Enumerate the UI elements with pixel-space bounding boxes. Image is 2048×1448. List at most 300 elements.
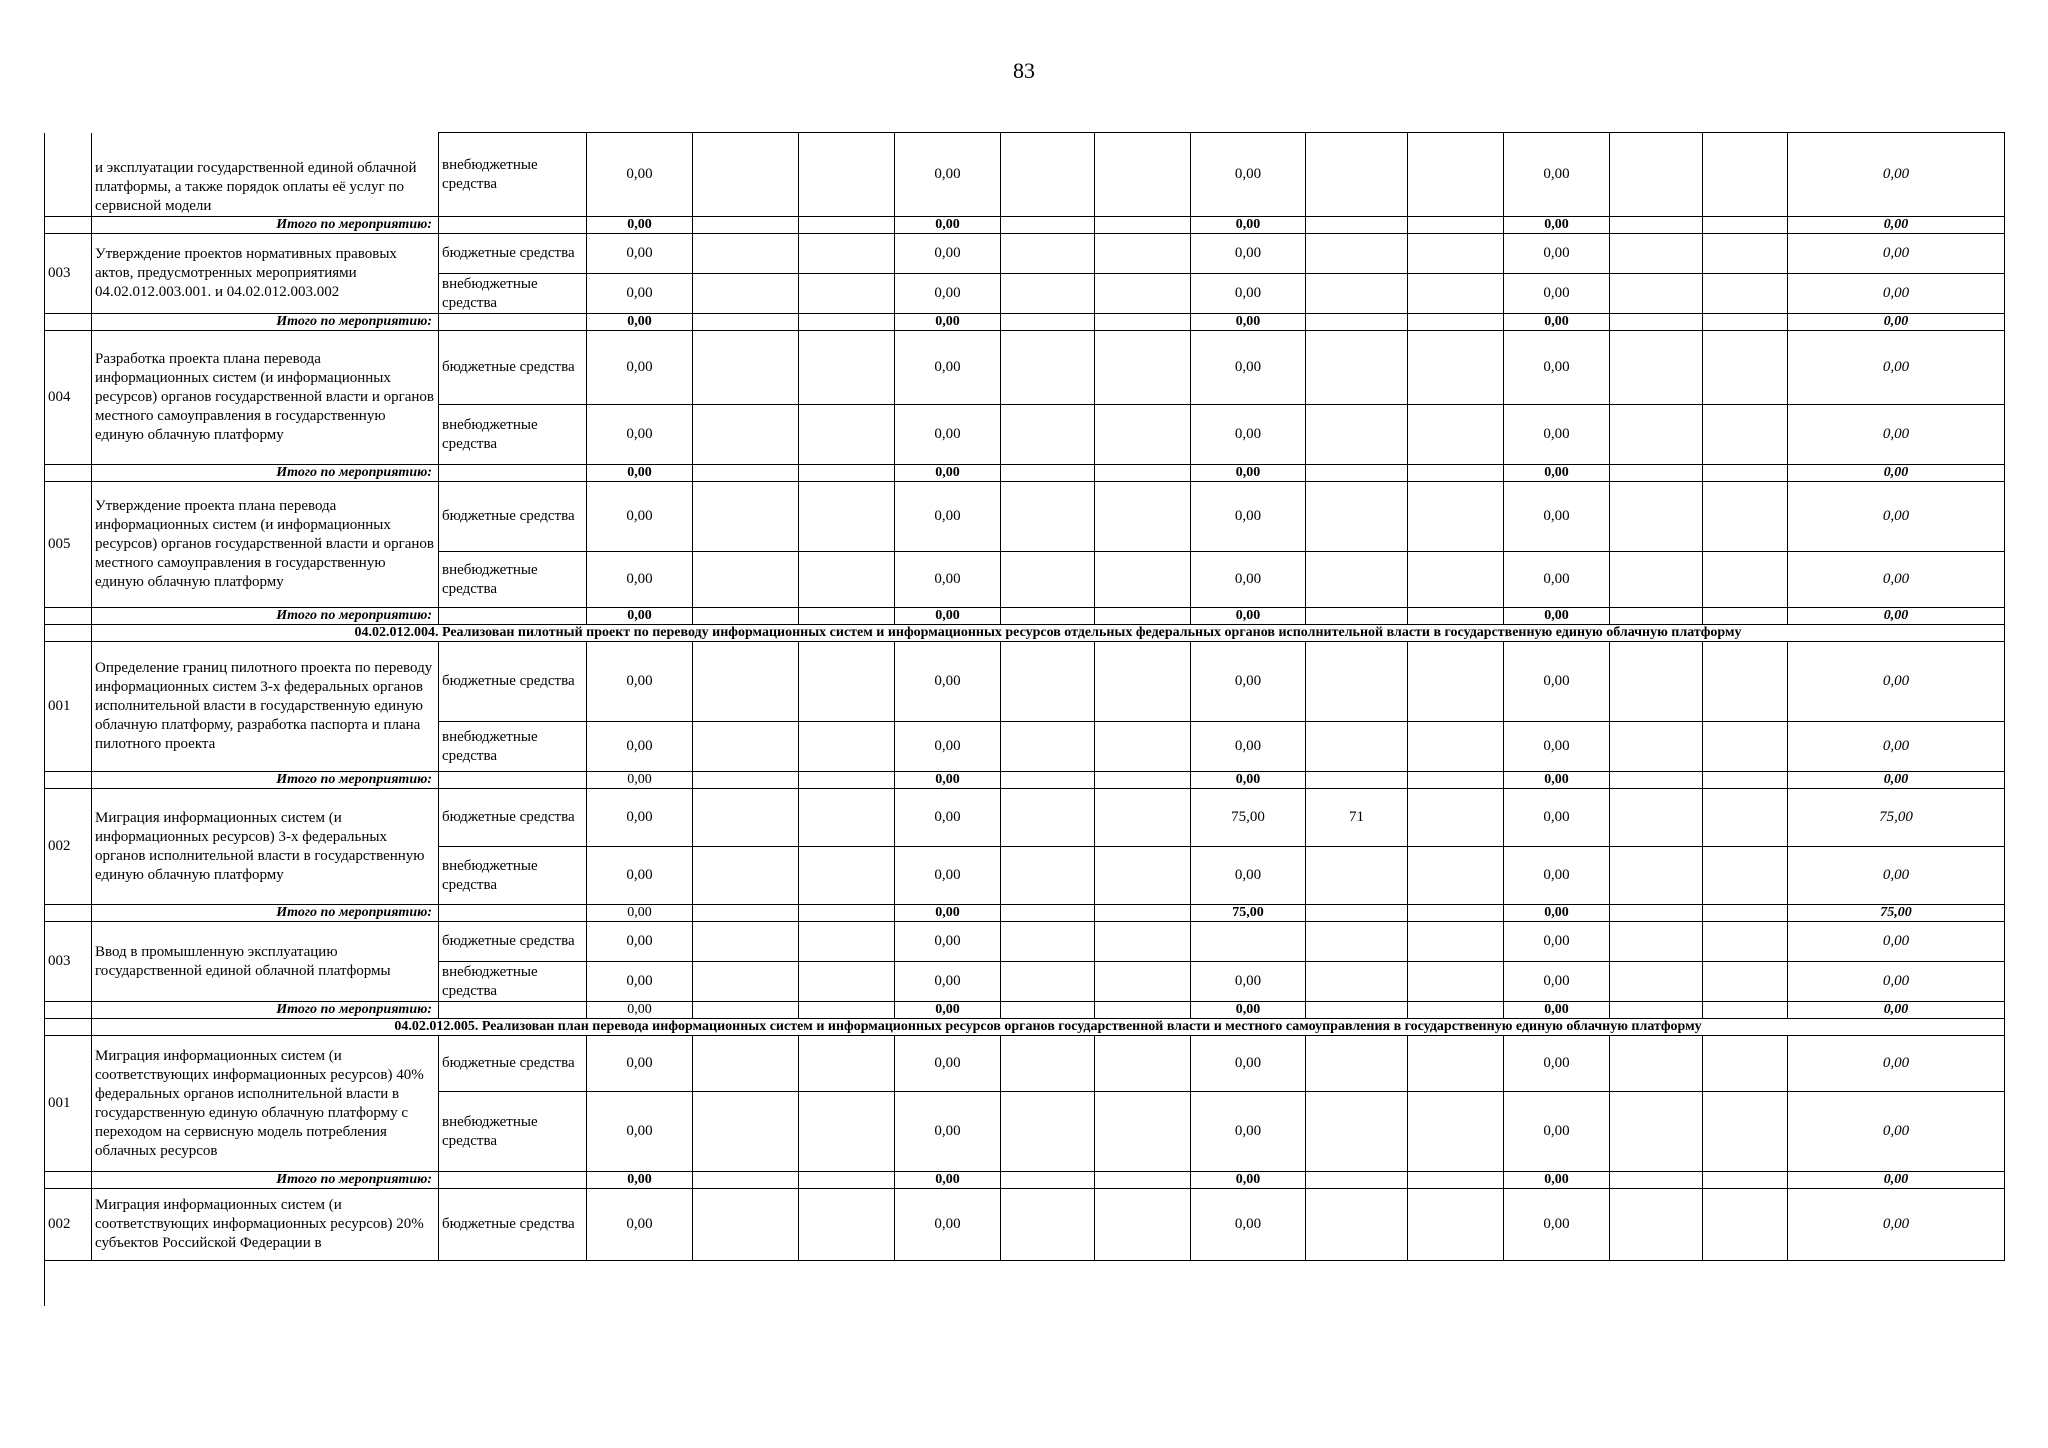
value-cell: 0,00 [1788, 133, 2005, 217]
empty-cell [439, 608, 587, 625]
total-value: 0,00 [1504, 1002, 1610, 1019]
empty-cell [1703, 1172, 1788, 1189]
total-value: 0,00 [895, 608, 1001, 625]
empty-cell [1703, 789, 1788, 847]
empty-cell [1001, 789, 1095, 847]
empty-cell [1703, 1002, 1788, 1019]
value-cell [1306, 1036, 1408, 1092]
item-code: 005 [45, 482, 92, 608]
empty-cell [1095, 552, 1191, 608]
empty-cell [693, 642, 799, 722]
empty-cell [1703, 642, 1788, 722]
value-cell: 0,00 [1191, 274, 1306, 314]
total-value: 75,00 [1788, 905, 2005, 922]
empty-cell [1306, 1172, 1408, 1189]
total-value: 0,00 [895, 217, 1001, 234]
total-value: 0,00 [1191, 608, 1306, 625]
total-value: 0,00 [895, 1172, 1001, 1189]
empty-cell [799, 905, 895, 922]
value-cell: 0,00 [1191, 552, 1306, 608]
empty-cell [1001, 1002, 1095, 1019]
value-cell: 0,00 [1504, 133, 1610, 217]
empty-cell [799, 234, 895, 274]
empty-cell [1306, 772, 1408, 789]
value-cell [1191, 922, 1306, 962]
empty-cell [1001, 1172, 1095, 1189]
empty-cell [1610, 772, 1703, 789]
value-cell: 0,00 [587, 234, 693, 274]
funding-source: бюджетные средства [439, 331, 587, 405]
empty-cell [799, 962, 895, 1002]
empty-cell [1408, 465, 1504, 482]
empty-cell [1610, 922, 1703, 962]
total-value: 0,00 [1788, 217, 2005, 234]
total-value: 0,00 [1504, 217, 1610, 234]
empty-cell [1095, 789, 1191, 847]
empty-cell [799, 922, 895, 962]
empty-cell [1001, 234, 1095, 274]
value-cell: 0,00 [587, 331, 693, 405]
funding-source: внебюджетные средства [439, 722, 587, 772]
empty-cell [1703, 962, 1788, 1002]
total-value: 0,00 [1191, 1172, 1306, 1189]
empty-cell [693, 1092, 799, 1172]
empty-cell [1001, 772, 1095, 789]
empty-cell [1408, 789, 1504, 847]
total-value-cell: 0,00 [1788, 1189, 2005, 1261]
value-cell: 0,00 [1504, 274, 1610, 314]
empty-cell [1095, 1092, 1191, 1172]
value-cell: 0,00 [1191, 482, 1306, 552]
value-cell: 0,00 [895, 789, 1001, 847]
empty-cell [1408, 722, 1504, 772]
value-cell [1306, 331, 1408, 405]
total-value: 0,00 [1191, 314, 1306, 331]
empty-cell [1703, 482, 1788, 552]
empty-cell [693, 133, 799, 217]
total-label: Итого по мероприятию: [92, 465, 439, 482]
value-cell: 0,00 [895, 722, 1001, 772]
empty-cell [1001, 217, 1095, 234]
empty-cell [1095, 962, 1191, 1002]
empty-cell [1408, 552, 1504, 608]
empty-cell [1095, 1172, 1191, 1189]
empty-cell [799, 217, 895, 234]
empty-cell [1610, 608, 1703, 625]
empty-cell [1408, 642, 1504, 722]
empty-cell [45, 905, 92, 922]
value-cell: 0,00 [895, 847, 1001, 905]
value-cell: 0,00 [895, 331, 1001, 405]
value-cell: 0,00 [1504, 1092, 1610, 1172]
value-cell: 0,00 [1191, 1036, 1306, 1092]
total-row [45, 772, 2005, 789]
total-value: 0,00 [587, 465, 693, 482]
empty-cell [1001, 722, 1095, 772]
empty-cell [693, 922, 799, 962]
value-cell: 75,00 [1191, 789, 1306, 847]
total-value-cell: 0,00 [1788, 405, 2005, 465]
empty-cell [693, 552, 799, 608]
total-value: 75,00 [1191, 905, 1306, 922]
empty-cell [1610, 722, 1703, 772]
table-row [45, 1189, 2005, 1261]
value-cell: 0,00 [1504, 331, 1610, 405]
value-cell: 0,00 [587, 1036, 693, 1092]
total-value-cell: 0,00 [1788, 234, 2005, 274]
value-cell: 0,00 [895, 405, 1001, 465]
funding-source: бюджетные средства [439, 234, 587, 274]
empty-cell [1095, 405, 1191, 465]
empty-cell [799, 331, 895, 405]
total-value: 0,00 [587, 1002, 693, 1019]
empty-cell [1095, 1036, 1191, 1092]
value-cell: 0,00 [895, 962, 1001, 1002]
empty-cell [1408, 482, 1504, 552]
value-cell: 0,00 [1504, 1036, 1610, 1092]
funding-source: внебюджетные средства [439, 552, 587, 608]
empty-cell [1610, 552, 1703, 608]
empty-cell [439, 314, 587, 331]
value-cell [1306, 234, 1408, 274]
empty-cell [1095, 482, 1191, 552]
empty-cell [1001, 1036, 1095, 1092]
empty-cell [1610, 314, 1703, 331]
total-value: 0,00 [587, 608, 693, 625]
total-value: 0,00 [1504, 1172, 1610, 1189]
empty-cell [1610, 1002, 1703, 1019]
empty-cell [1408, 217, 1504, 234]
page-number: 83 [1013, 58, 1035, 83]
item-description: Миграция информационных систем (и соответствующих информационных ресурсов) 40% федеральных органов исполнительной власти в государственную единую облачную платформу с переходом на сервисную модель потребления облачных ресурсов [92, 1036, 439, 1172]
empty-cell [1408, 1172, 1504, 1189]
total-value: 0,00 [1788, 314, 2005, 331]
empty-cell [1408, 133, 1504, 217]
total-row [45, 465, 2005, 482]
total-value: 0,00 [587, 772, 693, 789]
value-cell: 0,00 [587, 962, 693, 1002]
total-value: 0,00 [895, 465, 1001, 482]
total-value-cell: 0,00 [1788, 331, 2005, 405]
empty-cell [693, 789, 799, 847]
total-value-cell: 0,00 [1788, 922, 2005, 962]
table-row [45, 482, 2005, 552]
empty-cell [1408, 1036, 1504, 1092]
empty-cell [45, 1002, 92, 1019]
empty-cell [1408, 608, 1504, 625]
empty-cell [693, 234, 799, 274]
total-value-cell: 0,00 [1788, 642, 2005, 722]
empty-cell [1610, 1036, 1703, 1092]
total-value: 0,00 [1504, 772, 1610, 789]
empty-cell [1095, 274, 1191, 314]
total-row [45, 1172, 2005, 1189]
empty-cell [1095, 772, 1191, 789]
total-value: 0,00 [1504, 608, 1610, 625]
empty-cell [439, 905, 587, 922]
total-value: 0,00 [587, 1172, 693, 1189]
empty-cell [1610, 133, 1703, 217]
funding-source: бюджетные средства [439, 1036, 587, 1092]
total-row [45, 1002, 2005, 1019]
total-value: 0,00 [1191, 1002, 1306, 1019]
empty-cell [1703, 608, 1788, 625]
table-row [45, 331, 2005, 405]
total-value-cell: 0,00 [1788, 1036, 2005, 1092]
empty-cell [1703, 722, 1788, 772]
total-value: 0,00 [1504, 905, 1610, 922]
funding-source: внебюджетные средства [439, 405, 587, 465]
empty-cell [45, 1019, 92, 1036]
empty-cell [1703, 552, 1788, 608]
empty-cell [1095, 331, 1191, 405]
table-row [45, 133, 2005, 217]
funding-source: внебюджетные средства [439, 1092, 587, 1172]
empty-cell [693, 722, 799, 772]
value-cell: 0,00 [895, 922, 1001, 962]
item-code: 003 [45, 234, 92, 314]
item-description: Определение границ пилотного проекта по переводу информационных систем 3-х федеральных органов исполнительной власти в государственную единую облачную платформу, разработка паспорта и плана пилотного проекта [92, 642, 439, 772]
empty-cell [1001, 133, 1095, 217]
value-cell: 0,00 [1191, 405, 1306, 465]
empty-cell [439, 465, 587, 482]
empty-cell [799, 1172, 895, 1189]
item-description: Миграция информационных систем (и информационных ресурсов) 3-х федеральных органов исполнительной власти в государственную единую облачную платформу [92, 789, 439, 905]
value-cell: 0,00 [895, 1189, 1001, 1261]
value-cell [1306, 274, 1408, 314]
empty-cell [1610, 962, 1703, 1002]
empty-cell [799, 722, 895, 772]
empty-cell [1703, 847, 1788, 905]
table-row [45, 922, 2005, 962]
empty-cell [693, 1002, 799, 1019]
total-value: 0,00 [587, 217, 693, 234]
empty-cell [799, 1092, 895, 1172]
value-cell [1306, 922, 1408, 962]
empty-cell [799, 608, 895, 625]
total-value: 0,00 [587, 314, 693, 331]
item-description: Миграция информационных систем (и соответствующих информационных ресурсов) 20% субъектов Российской Федерации в [92, 1189, 439, 1261]
empty-cell [799, 1036, 895, 1092]
value-cell: 0,00 [587, 482, 693, 552]
empty-cell [693, 482, 799, 552]
total-row [45, 217, 2005, 234]
empty-cell [1001, 405, 1095, 465]
empty-cell [1703, 1036, 1788, 1092]
total-label: Итого по мероприятию: [92, 905, 439, 922]
empty-cell [1408, 274, 1504, 314]
total-label: Итого по мероприятию: [92, 314, 439, 331]
value-cell [1306, 1189, 1408, 1261]
empty-cell [45, 608, 92, 625]
section-title: 04.02.012.004. Реализован пилотный проект по переводу информационных систем и информационных ресурсов отдельных федеральных органов исполнительной власти в государственную единую облачную платформу [92, 625, 2005, 642]
empty-cell [45, 314, 92, 331]
empty-cell [439, 772, 587, 789]
total-value-cell: 0,00 [1788, 274, 2005, 314]
empty-cell [45, 217, 92, 234]
empty-cell [1095, 314, 1191, 331]
empty-cell [1703, 465, 1788, 482]
value-cell: 0,00 [895, 274, 1001, 314]
empty-cell [1095, 642, 1191, 722]
total-value: 0,00 [587, 905, 693, 922]
value-cell [1306, 722, 1408, 772]
empty-cell [1703, 331, 1788, 405]
empty-cell [1610, 1092, 1703, 1172]
empty-cell [693, 274, 799, 314]
value-cell: 0,00 [1504, 1189, 1610, 1261]
empty-cell [1095, 847, 1191, 905]
value-cell [1306, 482, 1408, 552]
empty-cell [799, 847, 895, 905]
empty-cell [799, 405, 895, 465]
empty-cell [1001, 962, 1095, 1002]
value-cell: 0,00 [587, 789, 693, 847]
empty-cell [439, 217, 587, 234]
empty-cell [1095, 608, 1191, 625]
value-cell: 0,00 [1504, 922, 1610, 962]
empty-cell [1095, 465, 1191, 482]
total-value: 0,00 [1504, 314, 1610, 331]
value-cell: 0,00 [587, 1189, 693, 1261]
empty-cell [1408, 847, 1504, 905]
empty-cell [45, 465, 92, 482]
value-cell: 0,00 [1504, 722, 1610, 772]
item-description: Ввод в промышленную эксплуатацию государственной единой облачной платформы [92, 922, 439, 1002]
value-cell: 0,00 [1191, 133, 1306, 217]
empty-cell [1610, 482, 1703, 552]
total-value-cell: 75,00 [1788, 789, 2005, 847]
empty-cell [799, 772, 895, 789]
budget-table [44, 132, 2005, 1261]
total-value: 0,00 [1191, 772, 1306, 789]
value-cell [1306, 847, 1408, 905]
total-label: Итого по мероприятию: [92, 608, 439, 625]
empty-cell [1610, 1189, 1703, 1261]
value-cell: 0,00 [895, 642, 1001, 722]
empty-cell [1001, 552, 1095, 608]
empty-cell [1610, 405, 1703, 465]
empty-cell [799, 789, 895, 847]
empty-cell [45, 133, 92, 217]
empty-cell [1408, 1002, 1504, 1019]
funding-source: внебюджетные средства [439, 133, 587, 217]
empty-cell [1001, 331, 1095, 405]
empty-cell [799, 642, 895, 722]
funding-source: бюджетные средства [439, 1189, 587, 1261]
value-cell: 0,00 [1504, 482, 1610, 552]
item-code: 003 [45, 922, 92, 1002]
total-value: 0,00 [1788, 772, 2005, 789]
value-cell: 0,00 [587, 922, 693, 962]
empty-cell [45, 772, 92, 789]
empty-cell [1703, 234, 1788, 274]
empty-cell [1095, 722, 1191, 772]
total-value-cell: 0,00 [1788, 482, 2005, 552]
value-cell: 0,00 [587, 847, 693, 905]
empty-cell [799, 1002, 895, 1019]
empty-cell [1703, 1092, 1788, 1172]
funding-source: бюджетные средства [439, 789, 587, 847]
total-value: 0,00 [895, 905, 1001, 922]
empty-cell [1306, 608, 1408, 625]
empty-cell [799, 314, 895, 331]
item-description: Утверждение проектов нормативных правовых актов, предусмотренных мероприятиями 04.02.012.003.001. и 04.02.012.003.002 [92, 234, 439, 314]
section-header-row [45, 625, 2005, 642]
total-label: Итого по мероприятию: [92, 772, 439, 789]
empty-cell [1408, 331, 1504, 405]
value-cell: 0,00 [1191, 642, 1306, 722]
value-cell: 0,00 [1191, 234, 1306, 274]
value-cell: 0,00 [895, 1036, 1001, 1092]
empty-cell [439, 1172, 587, 1189]
total-value: 0,00 [895, 1002, 1001, 1019]
total-label: Итого по мероприятию: [92, 1172, 439, 1189]
total-row [45, 905, 2005, 922]
funding-source: бюджетные средства [439, 922, 587, 962]
empty-cell [1408, 962, 1504, 1002]
empty-cell [1095, 1002, 1191, 1019]
value-cell: 0,00 [1191, 1189, 1306, 1261]
empty-cell [693, 608, 799, 625]
value-cell: 0,00 [1504, 789, 1610, 847]
empty-cell [1095, 133, 1191, 217]
empty-cell [799, 274, 895, 314]
item-code: 001 [45, 642, 92, 772]
funding-source: бюджетные средства [439, 482, 587, 552]
total-value: 0,00 [1788, 1002, 2005, 1019]
empty-cell [1306, 133, 1408, 217]
empty-cell [1408, 922, 1504, 962]
total-label: Итого по мероприятию: [92, 1002, 439, 1019]
value-cell: 0,00 [587, 722, 693, 772]
empty-cell [1306, 217, 1408, 234]
empty-cell [1001, 847, 1095, 905]
value-cell: 0,00 [895, 552, 1001, 608]
empty-cell [1703, 922, 1788, 962]
value-cell: 0,00 [1504, 405, 1610, 465]
funding-source: внебюджетные средства [439, 274, 587, 314]
empty-cell [1001, 642, 1095, 722]
empty-cell [1001, 1189, 1095, 1261]
table-row [45, 234, 2005, 274]
item-code: 004 [45, 331, 92, 465]
empty-cell [693, 314, 799, 331]
total-value: 0,00 [895, 314, 1001, 331]
empty-cell [1703, 274, 1788, 314]
table-row [45, 1036, 2005, 1092]
value-cell: 0,00 [1191, 962, 1306, 1002]
table-row [45, 642, 2005, 722]
empty-cell [1001, 922, 1095, 962]
empty-cell [1408, 1189, 1504, 1261]
empty-cell [693, 1172, 799, 1189]
empty-cell [1703, 133, 1788, 217]
empty-cell [1095, 1189, 1191, 1261]
empty-cell [1703, 217, 1788, 234]
value-cell: 0,00 [587, 552, 693, 608]
empty-cell [439, 1002, 587, 1019]
empty-cell [1703, 405, 1788, 465]
value-cell: 0,00 [1191, 331, 1306, 405]
value-cell: 0,00 [895, 1092, 1001, 1172]
empty-cell [1001, 314, 1095, 331]
value-cell: 0,00 [587, 274, 693, 314]
total-value-cell: 0,00 [1788, 962, 2005, 1002]
funding-source: внебюджетные средства [439, 962, 587, 1002]
value-cell [1306, 642, 1408, 722]
value-cell [1306, 1092, 1408, 1172]
